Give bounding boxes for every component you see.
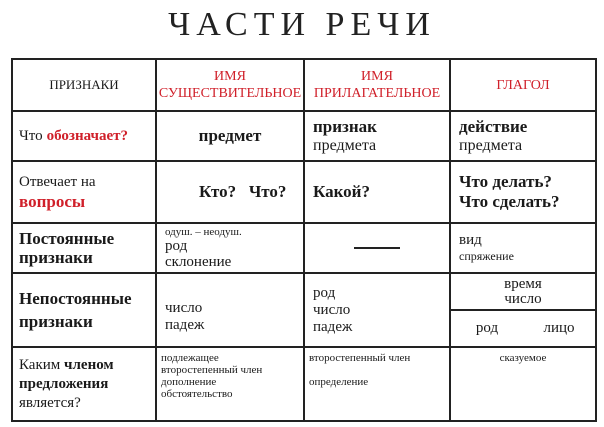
noun-questions: Кто? Что? <box>156 161 304 223</box>
verb-member: сказуемое <box>450 347 596 421</box>
noun-variable: число падеж <box>156 273 304 347</box>
verb-variable <box>450 273 596 347</box>
header-adjective: ИМЯ ПРИЛАГАТЕЛЬНОЕ <box>304 59 450 111</box>
adj-member: второстепенный член определение <box>304 347 450 421</box>
header-noun: ИМЯ СУЩЕСТВИТЕЛЬНОЕ <box>156 59 304 111</box>
verb-questions: Что делать? Что сделать? <box>450 161 596 223</box>
row-questions <box>12 161 596 223</box>
header-row <box>12 59 596 111</box>
row-denotes <box>12 111 596 161</box>
label-member: Каким членом предложения является? <box>12 347 156 421</box>
verb-denotes: действие предмета <box>450 111 596 161</box>
noun-permanent: одуш. – неодуш. род склонение <box>156 223 304 273</box>
adj-denotes: признак предмета <box>304 111 450 161</box>
noun-denotes: предмет <box>156 111 304 161</box>
row-member <box>12 347 596 421</box>
row-permanent <box>12 223 596 273</box>
verb-variable-gender: род <box>475 320 499 336</box>
verb-variable-subtable <box>451 274 595 346</box>
adj-permanent <box>304 223 450 273</box>
parts-of-speech-table <box>11 58 597 422</box>
header-signs: ПРИЗНАКИ <box>12 59 156 111</box>
empty-dash <box>354 247 400 249</box>
verb-variable-person: лицо <box>543 320 575 336</box>
label-questions: Отвечает на вопросы <box>12 161 156 223</box>
verb-variable-main: время число <box>451 274 595 310</box>
label-variable: Непостоянные признаки <box>12 273 156 347</box>
header-verb: ГЛАГОЛ <box>450 59 596 111</box>
verb-permanent: вид спряжение <box>450 223 596 273</box>
adj-questions: Какой? <box>304 161 450 223</box>
label-denotes: Что обозначает? <box>12 111 156 161</box>
page-title: ЧАСТИ РЕЧИ <box>168 6 436 43</box>
adj-variable: род число падеж <box>304 273 450 347</box>
row-variable <box>12 273 596 347</box>
noun-member: подлежащее второстепенный член дополнение обстоятельство <box>156 347 304 421</box>
label-permanent: Постоянные признаки <box>12 223 156 273</box>
